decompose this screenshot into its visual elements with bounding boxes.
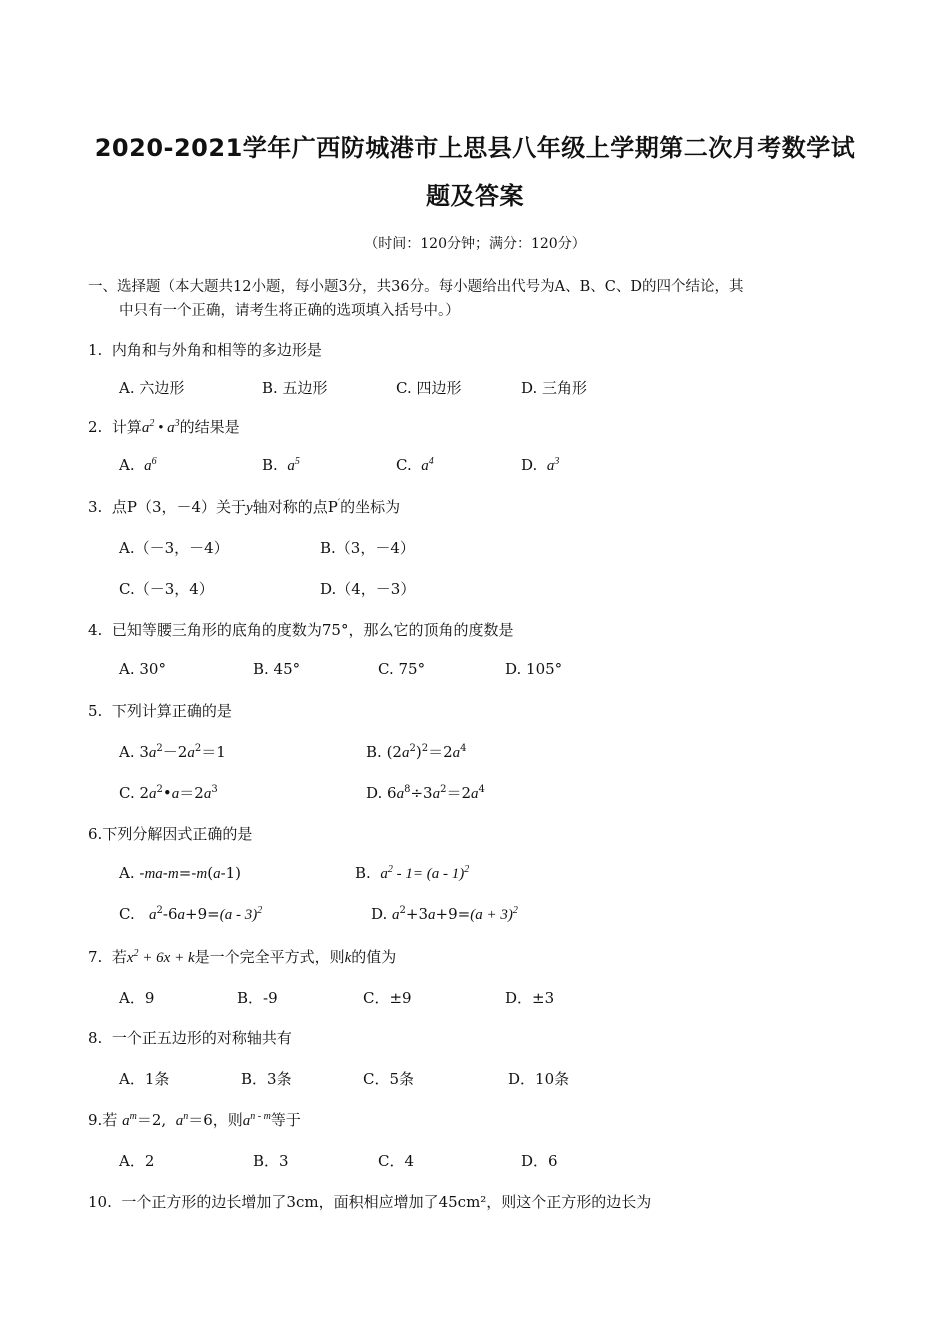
question-stem: 内角和与外角和相等的多边形是 — [111, 341, 322, 359]
option-c: C. 四边形 — [396, 379, 462, 397]
question-number: 4. — [88, 621, 103, 639]
option-c: C．4 — [378, 1152, 415, 1170]
exam-time-score: （时间：120分钟；满分：120分） — [364, 236, 586, 252]
math-expression: $a^2$ • $a^3$ — [141, 418, 180, 436]
question-10 — [88, 1191, 651, 1212]
option-b: B. $a^2 - 1= (a - 1)^2$ — [355, 864, 470, 882]
option-a: A. $3a^2-2a^2=1$ — [119, 743, 226, 761]
option-d: D．6 — [521, 1152, 558, 1170]
question-number: 6. — [88, 825, 103, 843]
option-a: A．1条 — [119, 1070, 170, 1088]
question-stem-prefix: 计算 — [111, 418, 142, 436]
option-a: A．9 — [119, 989, 155, 1007]
question-number: 1. — [88, 341, 103, 359]
option-d: D. $a^2+3a+9=(a + 3)^2$ — [371, 905, 518, 923]
question-stem: 已知等腰三角形的底角的度数为75°，那么它的顶角的度数是 — [111, 621, 514, 639]
option-b: B．-9 — [237, 989, 278, 1007]
option-a: A. 30° — [119, 660, 166, 678]
question-7: 7. 若$x^2 + 6x + k$是一个完全平方式，则k的值为 — [88, 948, 397, 966]
section-instructions-line1: 一、选择题（本大题共12小题，每小题3分，共36分。每小题给出代号为A、B、C、D的四个结论，其 — [88, 279, 744, 295]
question-stem: 一个正五边形的对称轴共有 — [111, 1029, 292, 1047]
question-number: 5. — [88, 702, 103, 720]
question-8 — [88, 1027, 292, 1048]
option-a: A.（－3，－4） — [119, 539, 229, 557]
question-stem-suffix: 的结果是 — [179, 418, 240, 436]
question-number: 9. — [88, 1111, 103, 1129]
question-9: 9.若 $a^m=2$, $a^n=6$，则$a^{n - m}$等于 — [88, 1111, 301, 1129]
option-b: B. 五边形 — [262, 379, 328, 397]
question-number: 10. — [88, 1193, 112, 1211]
option-b: B．3 — [253, 1152, 289, 1170]
option-b: B.（3，－4） — [320, 539, 415, 557]
question-3: 3. 点P（3，－4）关于y轴对称的点P′的坐标为 — [88, 498, 401, 516]
question-4 — [88, 619, 513, 640]
question-stem: 下列计算正确的是 — [111, 702, 232, 720]
question-number: 7. — [88, 948, 103, 966]
option-a: A. $a^6$ — [119, 456, 157, 474]
option-b: B．3条 — [241, 1070, 292, 1088]
option-d: D．±3 — [505, 989, 555, 1007]
option-d: D. $6a^8\div 3a^2=2a^4$ — [366, 784, 485, 802]
document-title-line2: 题及答案 — [426, 182, 524, 210]
option-a: A. 六边形 — [119, 379, 185, 397]
option-c: C. $2a^2•a=2a^3$ — [119, 784, 218, 802]
question-stem: 下列分解因式正确的是 — [102, 825, 253, 843]
option-c: C．±9 — [363, 989, 412, 1007]
option-a: A．2 — [119, 1152, 155, 1170]
option-c: C. $a^4$ — [396, 456, 434, 474]
question-5 — [88, 700, 232, 721]
section-instructions-line2: 中只有一个正确，请考生将正确的选项填入括号中。） — [119, 303, 460, 319]
option-c: C. 75° — [378, 660, 426, 678]
question-number: 3. — [88, 498, 103, 516]
option-b: B. 45° — [253, 660, 301, 678]
question-6 — [88, 823, 252, 844]
option-d: D. 三角形 — [521, 379, 588, 397]
question-1 — [88, 339, 322, 360]
option-a: A. -ma-m=-m(a-1) — [119, 864, 242, 882]
question-2 — [88, 416, 240, 437]
question-stem: 一个正方形的边长增加了3cm，面积相应增加了45cm²，则这个正方形的边长为 — [121, 1193, 652, 1211]
option-c: C.（－3，4） — [119, 580, 214, 598]
option-b: B. $(2a^2)^2=2a^4$ — [366, 743, 467, 761]
document-title-line1: 2020-2021学年广西防城港市上思县八年级上学期第二次月考数学试 — [94, 134, 856, 162]
question-number: 2. — [88, 418, 103, 436]
option-d: D. $a^3$ — [521, 456, 560, 474]
option-d: D. 105° — [505, 660, 563, 678]
option-b: B. $a^5$ — [262, 456, 300, 474]
option-c: C．5条 — [363, 1070, 415, 1088]
option-d: D．10条 — [508, 1070, 570, 1088]
variable-y: y — [246, 500, 253, 516]
question-number: 8. — [88, 1029, 103, 1047]
option-c: C. $a^2-6a+9=(a - 3)^2$ — [119, 905, 263, 923]
option-d: D.（4，－3） — [320, 580, 416, 598]
math-expression: $x^2 + 6x + k$ — [126, 948, 195, 966]
